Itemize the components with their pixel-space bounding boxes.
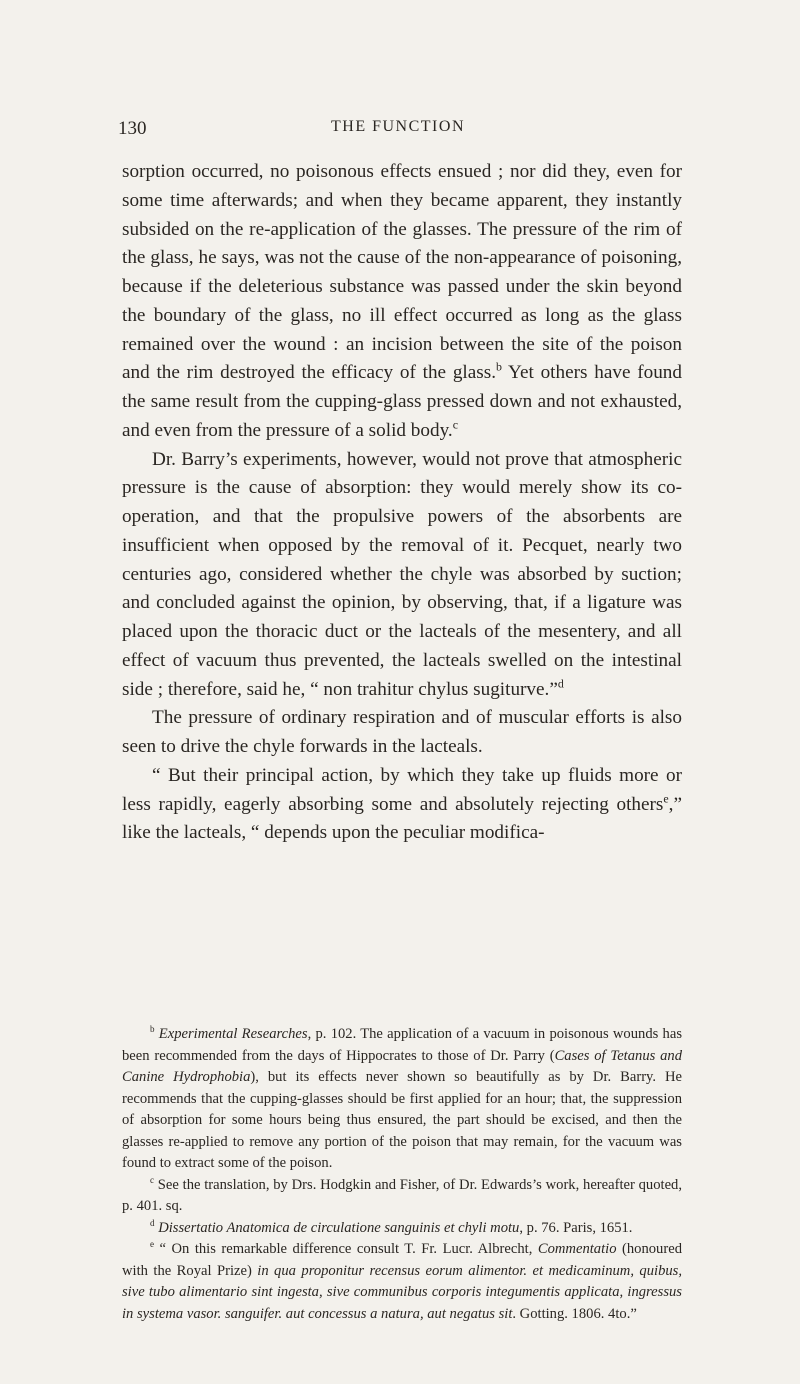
paragraph-4: “ But their principal action, by which they take up fluids more or less rapidly, eagerly absorbing some and absolutely rejecting others$^e$,” like the lacteals, “ depends upon the peculiar modifica- bbox=[122, 764, 682, 844]
body-text bbox=[122, 158, 682, 848]
paragraph-1: sorption occurred, no poisonous effects ensued ; nor did they, even for some time afterwards; and when they became apparent, they instantly subsided on the re-application of the glasses. The pressure of the rim of the glass, he says, was not the cause of the non-appearance of poisoning, because if the deleterious substance was passed under the skin beyond the boundary of the glass, no ill effect occurred as long as the glass remained over the wound : an incision between the site of the poison and the rim destroyed the efficacy of the glass.$^b$ Yet others have found the same result from the cupping-glass pressed down and not exhausted, and even from the pressure of a solid body.$^c$ bbox=[122, 161, 682, 441]
footnote-c: $^c$ See the translation, by Drs. Hodgkin and Fisher, of Dr. Edwards’s work, hereafter quoted, p. 401. sq. bbox=[122, 1174, 682, 1214]
footnote-d: $^d$ Dissertatio Anatomica de circulatione sanguinis et chyli motu, p. 76. Paris, 1651. bbox=[150, 1217, 633, 1236]
footnote-ref-d[interactable]: d bbox=[557, 676, 564, 691]
footnote-ref-b[interactable]: b bbox=[496, 359, 502, 374]
footnote-b: $^b$ Experimental Researches, p. 102. The application of a vacuum in poisonous wounds has been recommended from the days of Hippocrates to those of Dr. Parry (Cases of Tetanus and Canine Hydrophobia), but its effects never shown so beautifully as by Dr. Barry. He recommends that the cupping-glasses should be first applied for an hour; that, the suppression of absorption for some hours being thus ensured, the part should be excised, and then the glasses re-applied to remove any portion of the poison that may remain, for the vacuum was found to extract some of the poison. bbox=[122, 1024, 683, 1171]
footnote-e: $^e$ “ On this remarkable difference consult T. Fr. Lucr. Albrecht, Commentatio (honoured with the Royal Prize) in qua proponitur recensus eorum alimentor. et medicaminum, quibus, sive tubo alimentario sint ingesta, sive communibus corporis integumentis applicata, ingressus in systema vasor. sanguifer. aut concessus a natura, aut negatus sit. Gotting. 1806. 4to.” bbox=[122, 1239, 682, 1322]
page-number: 130 bbox=[118, 118, 147, 139]
page-header bbox=[118, 118, 678, 144]
paragraph-3: The pressure of ordinary respiration and of muscular efforts is also seen to drive the chyle forwards in the lacteals. bbox=[122, 707, 682, 757]
footnote-ref-e[interactable]: e bbox=[663, 791, 669, 806]
footnotes bbox=[122, 1024, 682, 1325]
paragraph-2: Dr. Barry’s experiments, however, would not prove that atmospheric pressure is the cause of absorption: they would merely show its co-operation, and that the propulsive powers of the absorbents are insufficient when opposed by the removal of it. Pecquet, nearly two centuries ago, considered whether the chyle was absorbed by suction; and concluded against the opinion, by observing, that, if a ligature was placed upon the thoracic duct or the lacteals of the mesentery, and all effect of vacuum thus prevented, the lacteals swelled on the intestinal side ; therefore, said he, “ non trahitur chylus sugiturve.”$^d$ bbox=[122, 448, 682, 700]
running-head: THE FUNCTION bbox=[331, 118, 465, 135]
footnote-ref-c[interactable]: c bbox=[452, 417, 458, 432]
